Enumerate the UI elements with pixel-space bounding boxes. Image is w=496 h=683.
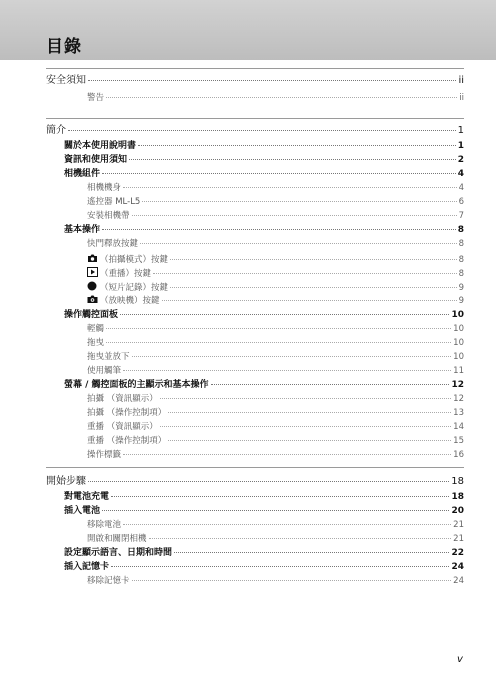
toc-entry-page: 14 — [453, 422, 464, 432]
page-number: v — [457, 654, 463, 665]
toc-entry[interactable] — [64, 168, 464, 180]
toc-entry[interactable] — [46, 75, 464, 87]
dot-leader — [160, 426, 451, 427]
toc-entry-page: 9 — [458, 283, 464, 293]
toc-entry[interactable] — [46, 476, 464, 488]
toc-entry-text: （重播）按鍵 — [100, 269, 152, 279]
toc-entry-label — [64, 140, 136, 152]
camera-icon — [87, 253, 98, 263]
toc-entry-label — [64, 505, 100, 517]
toc-entry-label — [87, 182, 121, 194]
toc-entry-page: 22 — [451, 548, 464, 558]
toc-entry-label — [87, 351, 130, 363]
toc-entry-text: 插入電池 — [64, 506, 101, 516]
toc-entry-label — [87, 267, 151, 280]
toc-entry-text: 使用觸筆 — [87, 366, 122, 376]
dot-leader — [129, 159, 456, 160]
toc-entry[interactable] — [87, 281, 464, 294]
dot-leader — [140, 243, 457, 244]
dot-leader — [132, 356, 452, 357]
page-title: 目錄 — [46, 37, 82, 57]
toc-entry-text: 移除電池 — [87, 520, 122, 530]
toc-entry[interactable] — [87, 519, 464, 531]
toc-entry-page: 8 — [458, 255, 464, 265]
toc-entry-text: （短片記錄）按鍵 — [100, 283, 169, 293]
toc-entry[interactable] — [64, 140, 464, 152]
toc-entry-text: 輕觸 — [87, 324, 105, 334]
toc-entry-page: 13 — [453, 408, 464, 418]
toc-entry-label — [64, 491, 109, 503]
toc-entry-text: 操作觸控面板 — [64, 310, 119, 320]
toc-entry[interactable] — [64, 309, 464, 321]
dot-leader — [138, 145, 456, 146]
dot-leader — [88, 481, 449, 482]
toc-entry-label — [46, 476, 86, 488]
dot-leader — [106, 328, 451, 329]
toc-entry-page: ii — [459, 93, 464, 103]
toc-entry-label — [87, 210, 130, 222]
toc-entry-page: 18 — [451, 492, 464, 502]
toc-entry-label — [87, 365, 121, 377]
toc-entry[interactable] — [87, 533, 464, 545]
dot-leader — [123, 370, 451, 371]
toc-entry-page: 6 — [458, 197, 464, 207]
toc-entry-page: 11 — [453, 366, 464, 376]
toc-entry[interactable] — [87, 337, 464, 349]
toc-entry[interactable] — [87, 449, 464, 461]
toc-entry[interactable] — [87, 407, 464, 419]
toc-entry[interactable] — [64, 547, 464, 559]
record-icon — [87, 281, 98, 291]
toc-entry-label — [87, 435, 166, 447]
toc-entry[interactable] — [87, 196, 464, 208]
toc-entry[interactable] — [87, 238, 464, 250]
toc-entry-text: （放映機）按鍵 — [100, 296, 160, 306]
toc-entry-label — [64, 547, 172, 559]
slideshow-icon — [87, 294, 98, 304]
toc-entry-label — [87, 421, 158, 433]
toc-entry[interactable] — [87, 393, 464, 405]
toc-entry-page: 21 — [453, 534, 464, 544]
dot-leader — [102, 229, 456, 230]
toc-entry[interactable] — [64, 561, 464, 573]
toc-entry-label — [87, 294, 160, 307]
toc-entry-text: 安裝相機帶 — [87, 211, 130, 221]
toc-entry-page: 2 — [457, 155, 464, 165]
toc-entry-page: 1 — [457, 141, 464, 151]
toc-entry-text: 警告 — [87, 93, 105, 103]
dot-leader — [106, 97, 457, 98]
dot-leader — [170, 259, 457, 260]
toc-entry[interactable] — [64, 224, 464, 236]
toc-entry-page: 20 — [451, 506, 464, 516]
toc-entry-text: 關於本使用說明書 — [64, 141, 137, 151]
dot-leader — [149, 538, 452, 539]
toc-entry[interactable] — [87, 421, 464, 433]
toc-entry-label — [87, 393, 158, 405]
toc-entry[interactable] — [87, 92, 464, 104]
toc-entry-page: 8 — [458, 239, 464, 249]
toc-entry-label — [64, 309, 118, 321]
toc-entry-page: 24 — [453, 576, 464, 586]
dot-leader — [123, 524, 451, 525]
dot-leader — [170, 287, 457, 288]
toc-entry-page: ii — [458, 75, 464, 86]
toc-entry[interactable] — [87, 365, 464, 377]
dot-leader — [111, 566, 449, 567]
toc-entry[interactable] — [64, 491, 464, 503]
toc-entry-text: 操作標籤 — [87, 450, 122, 460]
toc-entry-text: 重播 （操作控制項） — [87, 436, 167, 446]
toc-entry-text: 相機組件 — [64, 169, 101, 179]
toc-entry-page: 12 — [451, 380, 464, 390]
toc-entry-label — [64, 561, 109, 573]
toc-entry-text: 快門釋放按鍵 — [87, 239, 139, 249]
toc-entry-label — [64, 154, 127, 166]
toc-entry-page: 9 — [458, 296, 464, 306]
toc-entry-text: 拍攝 （資訊顯示） — [87, 394, 158, 404]
toc-entry-page: 18 — [451, 476, 464, 487]
toc-entry-page: 10 — [453, 352, 464, 362]
toc-entry-label — [64, 224, 100, 236]
toc-entry[interactable] — [87, 267, 464, 280]
toc-entry-page: 4 — [457, 169, 464, 179]
toc-entry-label — [64, 379, 209, 391]
toc-entry-text: （拍攝模式）按鍵 — [100, 255, 169, 265]
toc-entry-label — [87, 337, 104, 349]
toc-entry[interactable] — [87, 575, 464, 587]
toc-entry-page: 24 — [451, 562, 464, 572]
section-divider — [46, 467, 464, 468]
toc-entry-label — [87, 519, 121, 531]
toc-entry-page: 8 — [458, 269, 464, 279]
toc-entry[interactable] — [87, 210, 464, 222]
toc-entry-label — [87, 196, 140, 208]
toc-entry-label — [87, 323, 104, 335]
toc-entry-text: 插入記憶卡 — [64, 562, 110, 572]
dot-leader — [142, 201, 456, 202]
playback-icon — [87, 267, 98, 277]
dot-leader — [88, 80, 456, 81]
toc-entry-page: 4 — [458, 183, 464, 193]
toc-entry-page: 10 — [453, 338, 464, 348]
header-bar — [0, 0, 496, 60]
toc-entry-text: 資訊和使用須知 — [64, 155, 128, 165]
toc-entry[interactable] — [64, 154, 464, 166]
toc-entry-text: 開啟和關閉相機 — [87, 534, 147, 544]
toc-entry-label — [87, 281, 168, 294]
toc-entry-page: 15 — [453, 436, 464, 446]
toc-entry-text: 螢幕 / 觸控面板的主顯示和基本操作 — [64, 380, 209, 390]
dot-leader — [123, 454, 451, 455]
dot-leader — [102, 173, 456, 174]
dot-leader — [168, 412, 451, 413]
toc-entry-label — [46, 125, 66, 137]
toc-entry-page: 16 — [453, 450, 464, 460]
toc-entry-text: 相機機身 — [87, 183, 122, 193]
toc-entry-page: 8 — [457, 225, 464, 235]
toc-entry-label — [87, 449, 121, 461]
toc-entry-label — [46, 75, 86, 87]
toc-entry[interactable] — [46, 125, 464, 137]
dot-leader — [211, 384, 450, 385]
toc-entry[interactable] — [87, 294, 464, 307]
toc-entry-text: 拖曳並放下 — [87, 352, 130, 362]
toc-entry-label — [87, 533, 147, 545]
dot-leader — [160, 398, 451, 399]
toc-entry[interactable] — [87, 435, 464, 447]
toc-entry-text: 簡介 — [46, 125, 66, 136]
toc-entry-label — [87, 238, 138, 250]
toc-entry-text: 基本操作 — [64, 225, 101, 235]
dot-leader — [102, 510, 449, 511]
toc-entry-text: 拖曳 — [87, 338, 105, 348]
dot-leader — [153, 273, 457, 274]
toc-entry-label — [87, 253, 168, 266]
toc-entry-text: 移除記憶卡 — [87, 576, 130, 586]
dot-leader — [132, 580, 452, 581]
toc-entry-text: 開始步驟 — [46, 476, 86, 487]
dot-leader — [168, 440, 451, 441]
toc-entry-page: 7 — [458, 211, 464, 221]
toc-entry-label — [87, 92, 104, 104]
dot-leader — [132, 215, 457, 216]
toc-entry[interactable] — [64, 379, 464, 391]
dot-leader — [120, 314, 449, 315]
toc-entry-page: 12 — [453, 394, 464, 404]
toc-entry-text: 拍攝 （操作控制項） — [87, 408, 167, 418]
toc-entry[interactable] — [87, 182, 464, 194]
toc-entry-page: 21 — [453, 520, 464, 530]
toc-entry-label — [87, 407, 166, 419]
dot-leader — [111, 496, 449, 497]
toc-entry-page: 10 — [453, 324, 464, 334]
toc-entry-page: 1 — [457, 125, 464, 136]
dot-leader — [106, 342, 451, 343]
toc-entry-text: 遙控器 ML-L5 — [87, 197, 141, 207]
toc-entry[interactable] — [87, 323, 464, 335]
dot-leader — [123, 187, 457, 188]
toc-entry[interactable] — [87, 351, 464, 363]
dot-leader — [174, 552, 449, 553]
section-divider — [46, 118, 464, 119]
toc-entry[interactable] — [64, 505, 464, 517]
dot-leader — [68, 130, 456, 131]
toc-entry-label — [64, 168, 100, 180]
dot-leader — [162, 300, 457, 301]
toc-entry-text: 設定顯示語言、日期和時間 — [64, 548, 173, 558]
section-divider — [46, 68, 464, 69]
toc-entry-text: 重播 （資訊顯示） — [87, 422, 158, 432]
toc-entry-text: 安全須知 — [46, 75, 86, 86]
toc-entry-label — [87, 575, 130, 587]
toc-entry-page: 10 — [451, 310, 464, 320]
toc-entry[interactable] — [87, 253, 464, 266]
toc-entry-text: 對電池充電 — [64, 492, 110, 502]
